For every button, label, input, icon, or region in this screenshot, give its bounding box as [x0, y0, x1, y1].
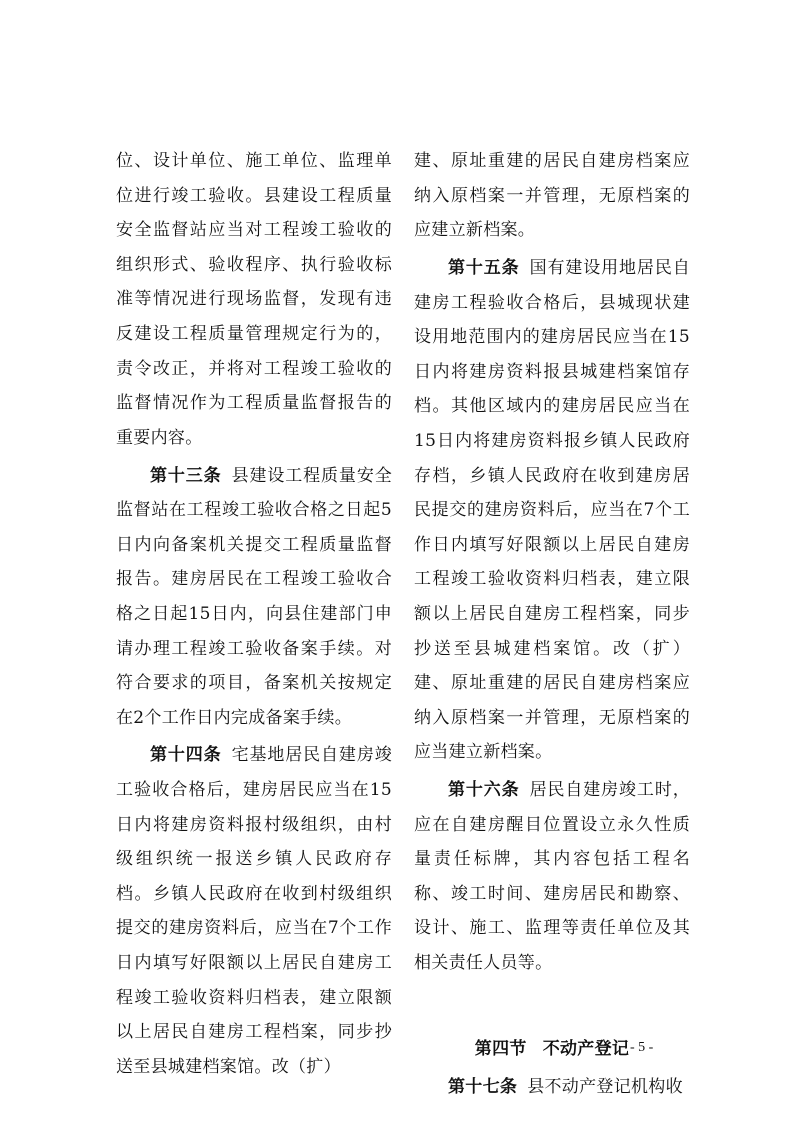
article-14-text: 宅基地居民自建房竣工验收合格后，建房居民应当在15日内将建房资料报村级组织，由村级组织统一报送乡镇人民政府存档。乡镇人民政府在收到村级组织提交的建房资料后，应当在7个工作日内填写好限额以上居民自建房工程竣工验收资料归档表，建立限额以上居民自建房工程档案，同步抄送至县城建档案馆。改（扩） [116, 745, 393, 1077]
article-13-heading: 第十三条 [150, 465, 222, 486]
article-14-heading: 第十四条 [150, 745, 222, 766]
article-17-text: 县不动产登记机构收 [527, 1077, 683, 1098]
page-number: - 5 - [630, 1040, 654, 1055]
article-15-heading: 第十五条 [448, 257, 520, 278]
article-16 [414, 773, 690, 981]
article-13-text: 县建设工程质量安全监督站在工程竣工验收合格之日起5日内向备案机关提交工程质量监督报告。建房居民在工程竣工验收合格之日起15日内，向县住建部门申请办理工程竣工验收备案手续。对符合要求的项目，备案机关按规定在2个工作日内完成备案手续。 [116, 465, 393, 728]
right-column [414, 144, 690, 1108]
left-column [116, 144, 392, 1088]
article-16-text: 居民自建房竣工时，应在自建房醒目位置设立永久性质量责任标牌，其内容包括工程名称、竣工时间、建房居民和勘察、设计、施工、监理等责任单位及其相关责任人员等。 [414, 780, 691, 974]
continued-paragraph [414, 144, 690, 248]
paragraph-text: 位、设计单位、施工单位、监理单位进行竣工验收。县建设工程质量安全监督站应当对工程竣工验收的组织形式、验收程序、执行验收标准等情况进行现场监督，发现有违反建设工程质量管理规定行为的，责令改正，并将对工程竣工验收的监督情况作为工程质量监督报告的重要内容。 [116, 151, 392, 448]
article-14 [116, 738, 392, 1084]
article-15 [414, 251, 690, 770]
article-17-heading: 第十七条 [448, 1077, 518, 1098]
section-number: 第四节 [474, 1038, 527, 1059]
paragraph-text: 建、原址重建的居民自建房档案应纳入原档案一并管理，无原档案的应建立新档案。 [414, 151, 690, 241]
continued-paragraph [116, 144, 392, 455]
section-name: 不动产登记 [542, 1038, 630, 1059]
article-16-heading: 第十六条 [448, 780, 520, 801]
article-17 [414, 1070, 690, 1105]
article-15-text: 国有建设用地居民自建房工程验收合格后，县城现状建设用地范围内的建房居民应当在15日内将建房资料报县城建档案馆存档。其他区域内的建房居民应当在15日内将建房资料报乡镇人民政府存档，乡镇人民政府在收到建房居民提交的建房资料后，应当在7个工作日内填写好限额以上居民自建房工程竣工验收资料归档表，建立限额以上居民自建房工程档案，同步抄送至县城建档案馆。改（扩）建、原址重建的居民自建房档案应纳入原档案一并管理，无原档案的应当建立新档案。 [414, 257, 691, 763]
article-13 [116, 459, 392, 736]
